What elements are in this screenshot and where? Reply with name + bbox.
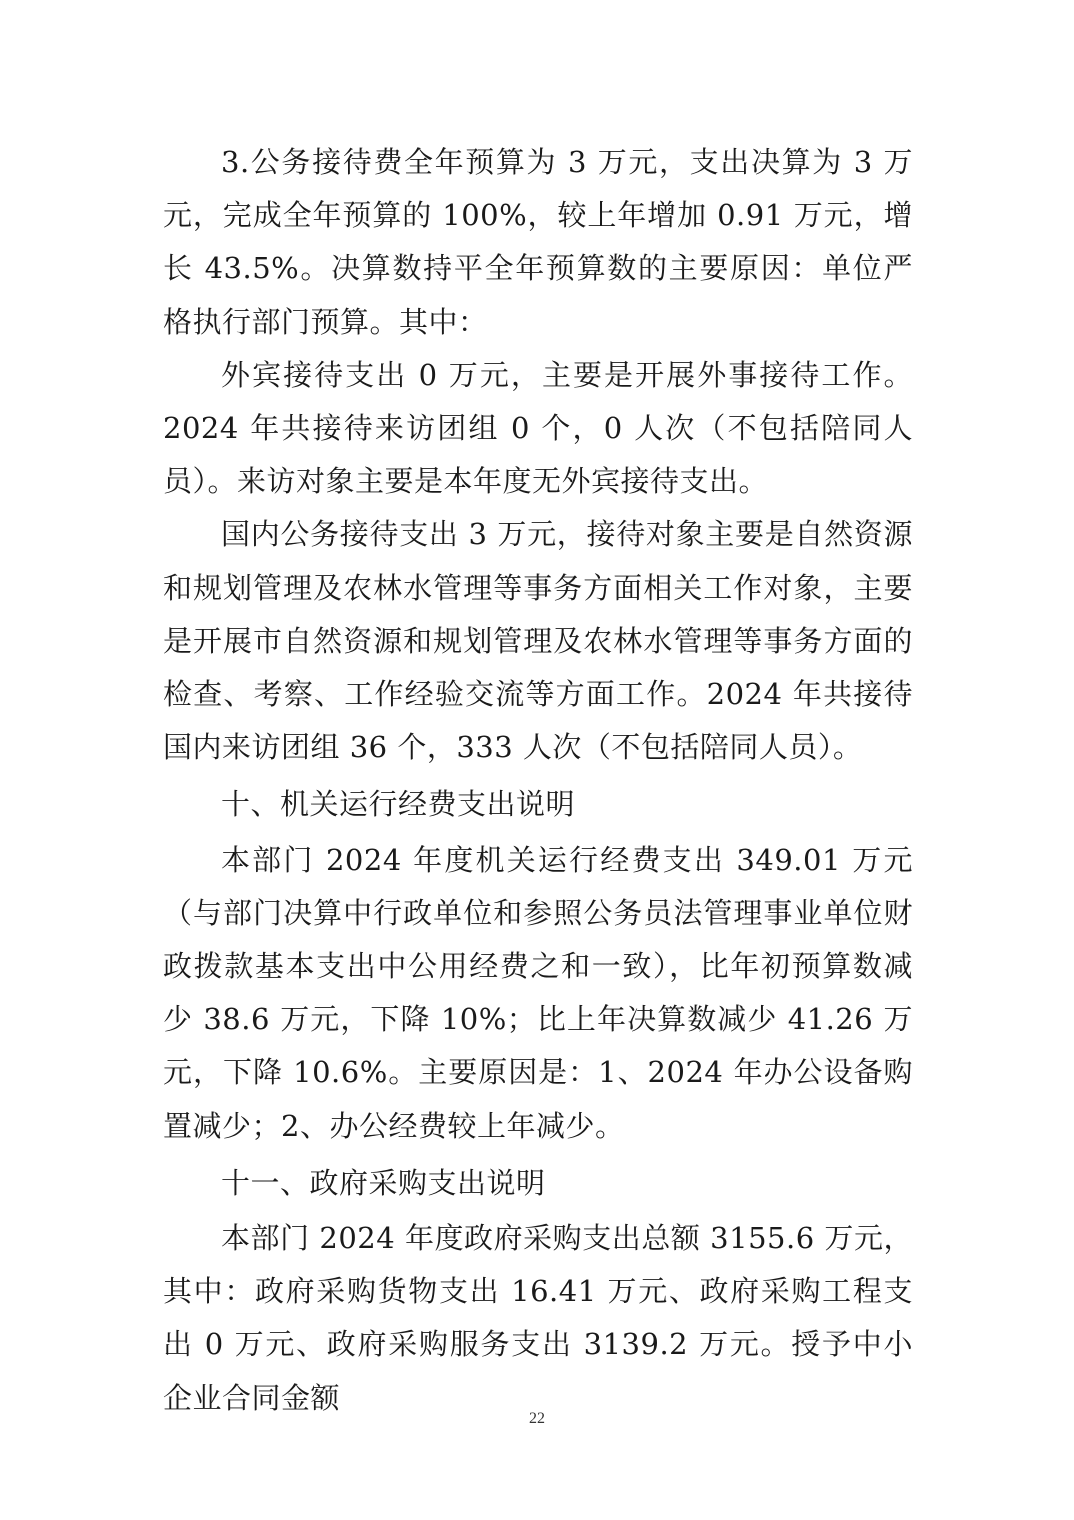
paragraph-operating-expense: 本部门 2024 年度机关运行经费支出 349.01 万元（与部门决算中行政单位和参照公务员法管理事业单位财政拨款基本支出中公用经费之和一致），比年初预算数减少 38.6 万元，下降 10%；比上年决算数减少 41.26 万元，下降 10.6%。主要原因是：1、2024 年办公设备购置减少；2、办公经费较上年减少。 bbox=[163, 842, 913, 1143]
section-heading-operating-expense: 十、机关运行经费支出说明 bbox=[221, 787, 576, 822]
document-body bbox=[163, 136, 913, 1425]
paragraph-reception-expense: 3.公务接待费全年预算为 3 万元，支出决算为 3 万元，完成全年预算的 100%，较上年增加 0.91 万元，增长 43.5%。决算数持平全年预算数的主要原因：单位严格执行部门预算。其中： bbox=[163, 145, 913, 339]
paragraph-foreign-reception: 外宾接待支出 0 万元，主要是开展外事接待工作。2024 年共接待来访团组 0 个，0 人次（不包括陪同人员）。来访对象主要是本年度无外宾接待支出。 bbox=[163, 357, 913, 499]
page-number: 22 bbox=[529, 1410, 545, 1427]
paragraph-domestic-reception: 国内公务接待支出 3 万元，接待对象主要是自然资源和规划管理及农林水管理等事务方面相关工作对象，主要是开展市自然资源和规划管理及农林水管理等事务方面的检查、考察、工作经验交流等方面工作。2024 年共接待国内来访团组 36 个，333 人次（不包括陪同人员）。 bbox=[163, 517, 913, 765]
section-heading-procurement: 十一、政府采购支出说明 bbox=[221, 1165, 546, 1200]
paragraph-procurement: 本部门 2024 年度政府采购支出总额 3155.6 万元，其中：政府采购货物支出 16.41 万元、政府采购工程支出 0 万元、政府采购服务支出 3139.2 万元。授予中小企业合同金额 bbox=[163, 1221, 913, 1415]
